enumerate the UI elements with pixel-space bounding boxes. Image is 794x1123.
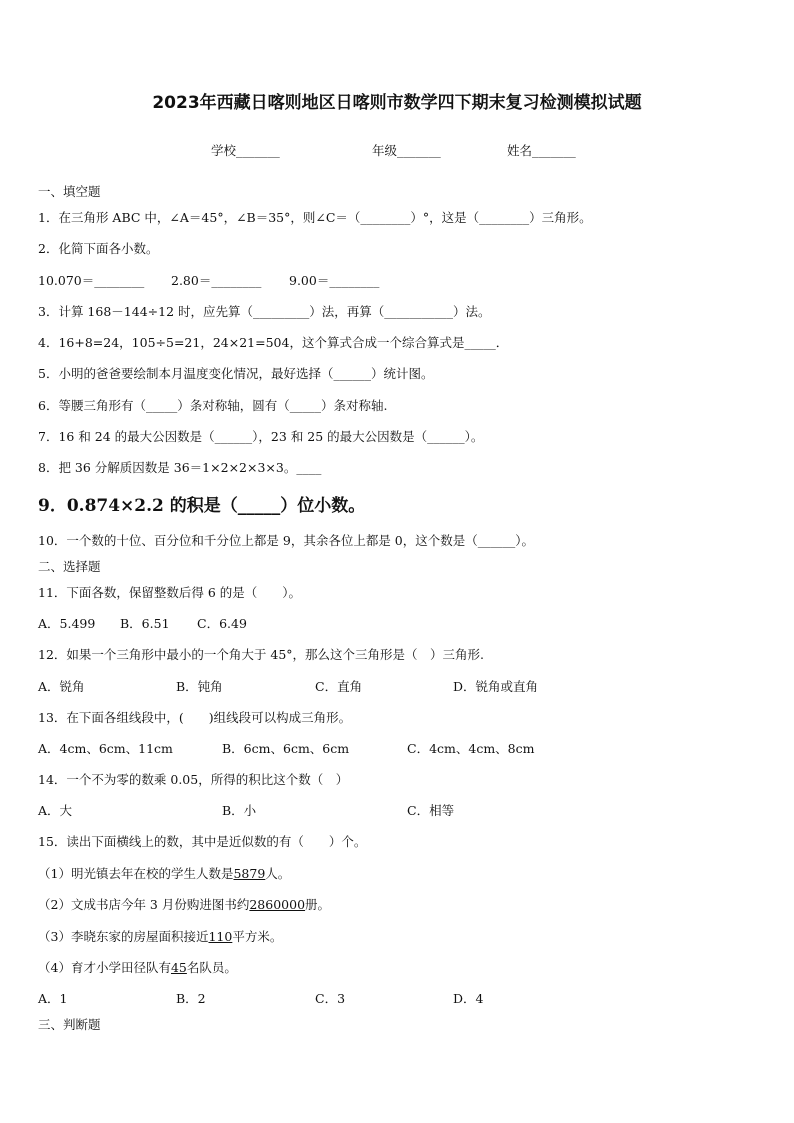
question-2c: 9.00＝________ xyxy=(289,273,380,288)
q15-item-2: （2）文成书店今年 3 月份购进图书约2860000册。 xyxy=(38,897,331,912)
question-7: 7．16 和 24 的最大公因数是（______），23 和 25 的最大公因数是（______）。 xyxy=(38,429,484,444)
q11-option-a: A．5.499 xyxy=(38,616,96,631)
q15-number-4: 45 xyxy=(170,960,187,975)
section-judge: 三、判断题 xyxy=(38,1017,101,1032)
question-9: 9．0.874×2.2 的积是（_____）位小数。 xyxy=(38,496,366,516)
q14-option-c: C．相等 xyxy=(407,803,455,818)
q15-number-3: 110 xyxy=(208,929,233,944)
section-choice: 二、选择题 xyxy=(38,559,101,574)
question-3: 3．计算 168－144÷12 时，应先算（_________）法，再算（___________）法。 xyxy=(38,304,491,319)
grade-field: 年级_______ xyxy=(372,143,441,158)
q15-item-1: （1）明光镇去年在校的学生人数是5879人。 xyxy=(38,866,291,881)
q12-option-d: D．锐角或直角 xyxy=(453,679,539,694)
question-11: 11．下面各数，保留整数后得 6 的是（ ）。 xyxy=(38,585,302,600)
q14-option-a: A．大 xyxy=(38,803,73,818)
school-field: 学校_______ xyxy=(211,143,280,158)
question-5: 5．小明的爸爸要绘制本月温度变化情况，最好选择（______）统计图。 xyxy=(38,366,434,381)
q12-option-b: B．钝角 xyxy=(176,679,223,694)
question-1: 1．在三角形 ABC 中，∠A＝45°，∠B＝35°，则∠C＝（________）°，这是（________）三角形。 xyxy=(38,210,592,225)
section-fill-blank: 一、填空题 xyxy=(38,184,101,199)
q15-item-3: （3）李晓东家的房屋面积接近110平方米。 xyxy=(38,929,283,944)
q15-option-d: D．4 xyxy=(453,991,484,1006)
q12-option-c: C．直角 xyxy=(315,679,363,694)
q15-number-1: 5879 xyxy=(233,866,266,881)
question-2a: 10.070＝________ xyxy=(38,273,145,288)
question-14: 14．一个不为零的数乘 0.05，所得的积比这个数（ ） xyxy=(38,772,349,787)
q14-option-b: B．小 xyxy=(222,803,257,818)
q15-option-b: B．2 xyxy=(176,991,206,1006)
q15-number-2: 2860000 xyxy=(249,897,306,912)
question-6: 6．等腰三角形有（_____）条对称轴，圆有（_____）条对称轴. xyxy=(38,398,388,413)
q15-option-c: C．3 xyxy=(315,991,346,1006)
q13-option-b: B．6cm、6cm、6cm xyxy=(222,741,350,756)
question-13: 13．在下面各组线段中，( )组线段可以构成三角形。 xyxy=(38,710,352,725)
q12-option-a: A．锐角 xyxy=(38,679,85,694)
question-8: 8．把 36 分解质因数是 36＝1×2×2×3×3。____ xyxy=(38,460,322,475)
question-4: 4．16+8=24，105÷5=21，24×21=504，这个算式合成一个综合算式是_____． xyxy=(38,335,509,350)
q11-option-b: B．6.51 xyxy=(120,616,170,631)
question-10: 10．一个数的十位、百分位和千分位上都是 9，其余各位上都是 0，这个数是（______）。 xyxy=(38,533,535,548)
q11-option-c: C．6.49 xyxy=(197,616,247,631)
page-title: 2023年西藏日喀则地区日喀则市数学四下期末复习检测模拟试题 xyxy=(152,93,642,113)
q15-option-a: A．1 xyxy=(38,991,68,1006)
question-12: 12．如果一个三角形中最小的一个角大于 45°，那么这个三角形是（ ）三角形. xyxy=(38,647,485,662)
q13-option-a: A．4cm、6cm、11cm xyxy=(38,741,173,756)
question-2: 2．化简下面各小数。 xyxy=(38,241,159,256)
question-15: 15．读出下面横线上的数，其中是近似数的有（ ）个。 xyxy=(38,834,367,849)
name-field: 姓名_______ xyxy=(507,143,576,158)
question-2b: 2.80＝________ xyxy=(171,273,262,288)
q13-option-c: C．4cm、4cm、8cm xyxy=(407,741,535,756)
q15-item-4: （4）育才小学田径队有45名队员。 xyxy=(38,960,237,975)
